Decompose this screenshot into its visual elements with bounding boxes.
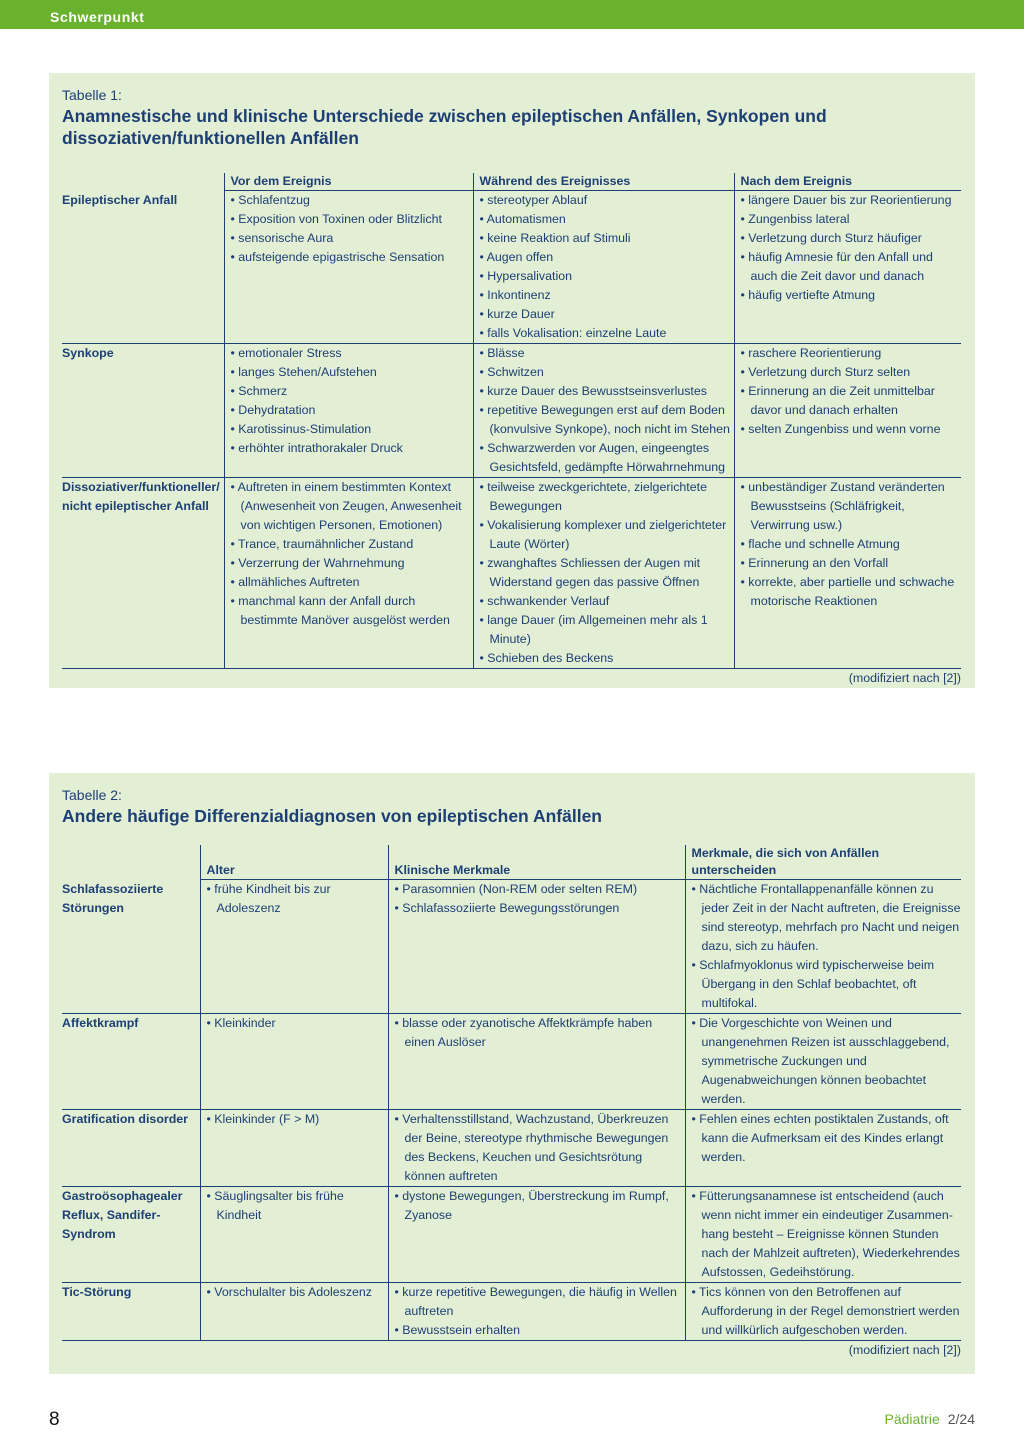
column-header (62, 173, 224, 191)
bullet-item: • Schwitzen (479, 365, 544, 379)
bullet-item: • manchmal kann der Anfall durch bestimmte Manöver ausgelöst werden (230, 594, 450, 627)
table-row (62, 1110, 961, 1187)
bullet-item: • Schmerz (230, 384, 288, 398)
bullet-item: • Verhaltensstillstand, Wachzustand, Überkreuzen der Beine, stereotype rhythmische Bewegungen des Beckens, Keuchen und Gesichtsrötung können auftreten (394, 1112, 669, 1183)
bullet-item: • Automatismen (479, 212, 566, 226)
bullet-item: • Kleinkinder (206, 1016, 276, 1030)
table-cell (200, 1187, 388, 1283)
table2-box (49, 773, 975, 1374)
table-row (62, 880, 961, 1014)
table-cell (388, 1187, 685, 1283)
bullet-item: • Schieben des Beckens (479, 651, 614, 665)
bullet-item: • lange Dauer (im Allgemeinen mehr als 1 Minute) (479, 613, 708, 646)
table-cell (734, 344, 961, 478)
bullet-item: • Schwarzwerden vor Augen, eingeengtes Gesichtsfeld, gedämpfte Hörwahrnehmung (479, 441, 726, 474)
bullet-item: • kurze Dauer des Bewusstseinsverlustes (479, 384, 707, 398)
table2-caption: Tabelle 2: (62, 787, 122, 803)
table1 (62, 173, 961, 669)
bullet-item: • Inkontinenz (479, 288, 551, 302)
bullet-item: • Tics können von den Betroffenen auf Aufforderung in der Regel demonstriert werden und willkürlich aufgeschoben werden. (691, 1285, 960, 1337)
bullet-item: • Blässe (479, 346, 525, 360)
bullet-item: • kurze Dauer (479, 307, 555, 321)
table-cell (224, 478, 473, 669)
page-number: 8 (49, 1409, 60, 1430)
bullet-item: • Fütterungsanamnese ist entscheidend (auch wenn nicht immer ein eindeutiger Zusammenhang besteht – Ereignisse können Stunden nach der Mahlzeit auftreten), Wiederkehrendes Aufstossen, Gedeihstörung. (691, 1189, 960, 1279)
bullet-item: • emotionaler Stress (230, 346, 342, 360)
column-header: Klinische Merkmale (388, 845, 685, 880)
row-label: Synkope (62, 344, 224, 478)
bullet-item: • Zungenbiss lateral (740, 212, 850, 226)
bullet-item: • Säuglingsalter bis frühe Kindheit (206, 1189, 344, 1222)
table-cell (224, 191, 473, 344)
bullet-item: • Erinnerung an den Vorfall (740, 556, 889, 570)
bullet-item: • raschere Reorientierung (740, 346, 882, 360)
bullet-item: • erhöhter intrathorakaler Druck (230, 441, 403, 455)
bullet-item: • Auftreten in einem bestimmten Kontext (Anwesenheit von Zeugen, Anwesenheit von wichtigen Personen, Emotionen) (230, 480, 462, 532)
table2-header-row (62, 845, 961, 880)
table-cell (473, 478, 734, 669)
table-cell (200, 1110, 388, 1187)
row-label: Gastroösophagealer Reflux, Sandifer-Syndrom (62, 1187, 200, 1283)
table-cell (473, 344, 734, 478)
table-cell (685, 1014, 961, 1110)
bullet-item: • Die Vorgeschichte von Weinen und unangenehmen Reizen ist ausschlaggebend, symmetrische Zuckungen und Augenabweichungen können beobachtet werden. (691, 1016, 950, 1106)
table-cell (388, 1110, 685, 1187)
table2-source: (modifiziert nach [2]) (848, 1343, 961, 1357)
table-row (62, 478, 961, 669)
bullet-item: • sensorische Aura (230, 231, 334, 245)
table-row (62, 1283, 961, 1341)
bullet-item: • repetitive Bewegungen erst auf dem Boden (konvulsive Synkope), noch nicht im Stehen (479, 403, 730, 436)
bullet-item: • langes Stehen/Aufstehen (230, 365, 377, 379)
table-cell (685, 1187, 961, 1283)
row-label: Gratification disorder (62, 1110, 200, 1187)
column-header: Alter (200, 845, 388, 880)
table1-title: Anamnestische und klinische Unterschiede zwischen epileptischen Anfällen, Synkopen und dissoziativen/funktionellen Anfällen (62, 106, 827, 148)
bullet-item: • Karotissinus-Stimulation (230, 422, 372, 436)
section-header-bar (0, 0, 1024, 29)
bullet-item: • aufsteigende epigastrische Sensation (230, 250, 445, 264)
bullet-item: • häufig vertiefte Atmung (740, 288, 876, 302)
bullet-item: • Bewusstsein erhalten (394, 1323, 521, 1337)
bullet-item: • Parasomnien (Non-REM oder selten REM) (394, 882, 638, 896)
column-header: Nach dem Ereignis (734, 173, 961, 191)
table-cell (200, 1283, 388, 1341)
table2-title: Andere häufige Differenzialdiagnosen von epileptischen Anfällen (62, 806, 602, 826)
journal-name: Pädiatrie (884, 1411, 940, 1427)
bullet-item: • frühe Kindheit bis zur Adoleszenz (206, 882, 331, 915)
table-cell (388, 1014, 685, 1110)
bullet-item: • Vorschulalter bis Adoleszenz (206, 1285, 373, 1299)
bullet-item: • Trance, traumähnlicher Zustand (230, 537, 414, 551)
bullet-item: • teilweise zweckgerichtete, zielgerichtete Bewegungen (479, 480, 707, 513)
bullet-item: • Schlafassoziierte Bewegungsstörungen (394, 901, 620, 915)
row-label: Schlafassoziierte Störungen (62, 880, 200, 1014)
bullet-item: • Vokalisierung komplexer und zielgerichteter Laute (Wörter) (479, 518, 727, 551)
section-label: Schwerpunkt (50, 9, 145, 25)
bullet-item: • unbeständiger Zustand veränderten Bewusstseins (Schläfrigkeit, Verwirrung usw.) (740, 480, 945, 532)
table1-box (49, 73, 975, 688)
bullet-item: • allmähliches Auftreten (230, 575, 360, 589)
table-cell (685, 1283, 961, 1341)
bullet-item: • Verletzung durch Sturz häufiger (740, 231, 922, 245)
table-cell (200, 880, 388, 1014)
bullet-item: • zwanghaftes Schliessen der Augen mit Widerstand gegen das passive Öffnen (479, 556, 701, 589)
column-header (62, 845, 200, 880)
row-label: Affektkrampf (62, 1014, 200, 1110)
row-label: Dissoziativer/funktioneller/ nicht epileptischer Anfall (62, 478, 224, 669)
table-row (62, 1187, 961, 1283)
bullet-item: • Hypersalivation (479, 269, 572, 283)
bullet-item: • flache und schnelle Atmung (740, 537, 900, 551)
footer-journal (884, 1411, 975, 1427)
table-cell (685, 880, 961, 1014)
table-cell (200, 1014, 388, 1110)
bullet-item: • längere Dauer bis zur Reorientierung (740, 193, 952, 207)
column-header: Während des Ereignisses (473, 173, 734, 191)
bullet-item: • Exposition von Toxinen oder Blitzlicht (230, 212, 442, 226)
bullet-item: • kurze repetitive Bewegungen, die häufig in Wellen auftreten (394, 1285, 677, 1318)
bullet-item: • Dehydratation (230, 403, 316, 417)
table-cell (473, 191, 734, 344)
table-row (62, 344, 961, 478)
bullet-item: • schwankender Verlauf (479, 594, 610, 608)
table-row (62, 1014, 961, 1110)
table1-source: (modifiziert nach [2]) (848, 671, 961, 685)
table-cell (734, 478, 961, 669)
row-label: Tic-Störung (62, 1283, 200, 1341)
bullet-item: • Nächtliche Frontallappenanfälle können zu jeder Zeit in der Nacht auftreten, die Ereignisse sind stereotyp, mehrfach pro Nacht und neigen dazu, sich zu häufen. (691, 882, 961, 953)
bullet-item: • Kleinkinder (F > M) (206, 1112, 320, 1126)
column-header: Merkmale, die sich von Anfällen unterscheiden (685, 845, 961, 880)
table-cell (734, 191, 961, 344)
bullet-item: • keine Reaktion auf Stimuli (479, 231, 631, 245)
bullet-item: • Augen offen (479, 250, 554, 264)
bullet-item: • Verzerrung der Wahrnehmung (230, 556, 405, 570)
bullet-item: • korrekte, aber partielle und schwache motorische Reaktionen (740, 575, 955, 608)
bullet-item: • Schlafmyoklonus wird typischerweise beim Übergang in den Schlaf beobachtet, oft multifokal. (691, 958, 935, 1010)
table-row (62, 191, 961, 344)
table-cell (224, 344, 473, 478)
table1-header-row (62, 173, 961, 191)
issue-number: 2/24 (947, 1411, 975, 1427)
bullet-item: • Schlafentzug (230, 193, 310, 207)
table1-body (62, 191, 961, 669)
table-cell (388, 1283, 685, 1341)
bullet-item: • Fehlen eines echten postiktalen Zustands, oft kann die Aufmerksam eit des Kindes erlangt werden. (691, 1112, 949, 1164)
table2-body (62, 880, 961, 1341)
row-label: Epileptischer Anfall (62, 191, 224, 344)
table1-caption: Tabelle 1: (62, 87, 122, 103)
bullet-item: • stereotyper Ablauf (479, 193, 588, 207)
table2 (62, 845, 961, 1341)
table-cell (388, 880, 685, 1014)
bullet-item: • dystone Bewegungen, Überstreckung im Rumpf, Zyanose (394, 1189, 669, 1222)
bullet-item: • blasse oder zyanotische Affektkrämpfe haben einen Auslöser (394, 1016, 653, 1049)
column-header: Vor dem Ereignis (224, 173, 473, 191)
bullet-item: • selten Zungenbiss und wenn vorne (740, 422, 941, 436)
bullet-item: • Verletzung durch Sturz selten (740, 365, 911, 379)
bullet-item: • Erinnerung an die Zeit unmittelbar davor und danach erhalten (740, 384, 935, 417)
bullet-item: • falls Vokalisation: einzelne Laute (479, 326, 667, 340)
table-cell (685, 1110, 961, 1187)
bullet-item: • häufig Amnesie für den Anfall und auch die Zeit davor und danach (740, 250, 933, 283)
